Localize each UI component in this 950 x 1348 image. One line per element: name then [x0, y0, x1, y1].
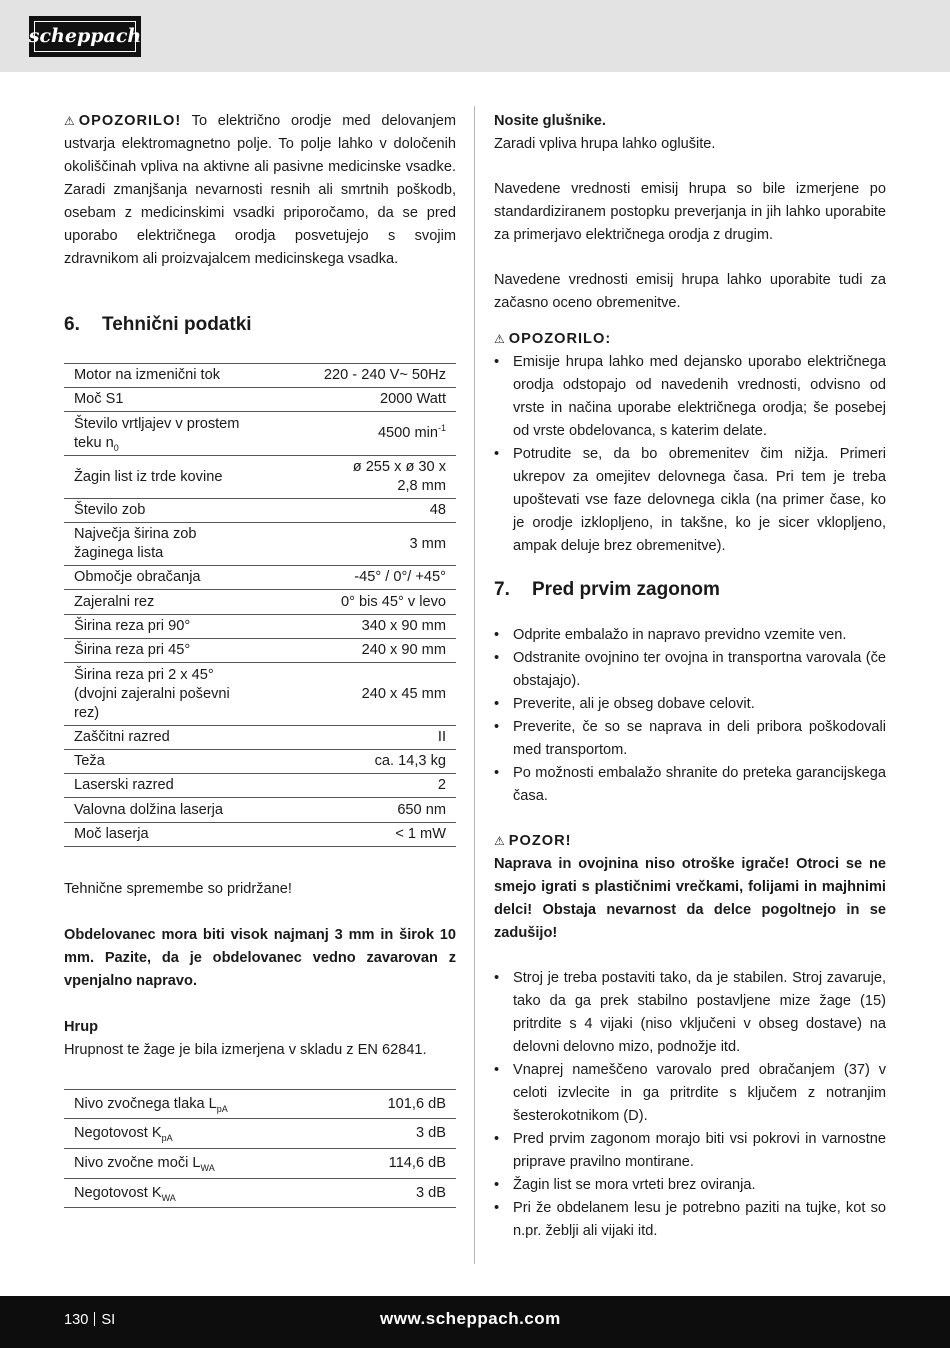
list-item: • Preverite, če so se naprava in deli pribora poškodovali med transportom.	[494, 716, 886, 762]
page-number: 130 SI	[64, 1312, 116, 1328]
table-row: Zajeralni rez 0° bis 45° v levo	[64, 590, 456, 615]
noise-warning-list	[494, 351, 886, 558]
list-item: • Pred prvim zagonom morajo biti vsi pokrovi in varnostne priprave pravilno montirane.	[494, 1128, 886, 1174]
list-item: • Odprite embalažo in napravo previdno vzemite ven.	[494, 624, 886, 647]
list-item: • Stroj je treba postaviti tako, da je stabilen. Stroj zavaruje, tako da ga prek stabilno postavljene mize žage (15) pritrdite s 4 vijaki (niso vključeni v obseg dostave) na delovni delovno mizo, podnožje itd.	[494, 967, 886, 1059]
table-row: Število zob 48	[64, 499, 456, 523]
page-header	[0, 0, 950, 72]
table-row: Negotovost $K_{WA}$ 3 dB	[64, 1179, 456, 1208]
table-row: Moč S1 2000 Watt	[64, 388, 456, 412]
setup-list	[494, 967, 886, 1243]
emf-warning: ⚠ OPOZORILO! To električno orodje med delovanjem ustvarja elektromagnetno polje. To polje lahko v določenih okoliščinah vpliva na aktivne ali pasivne medicinske vsadke. Zaradi zmanjšanja nevarnosti resnih ali smrtnih poškodb, osebam z medicinskimi vsadki priporočamo, da se pred uporabo električnega orodja posvetujejo s svojim zdravnikom ali proizvajalcem medicinskega vsadka.	[64, 110, 456, 294]
list-item: • Pri že obdelanem lesu je potrebno paziti na tujke, kot so n.pr. žeblji ali vijaki itd.	[494, 1197, 886, 1243]
ear-protection-heading: Nosite glušnike.	[494, 113, 606, 129]
table-row: Širina reza pri 2 x 45° (dvojni zajeralni poševni rez) 240 x 45 mm	[64, 663, 456, 726]
table-row: Največja širina zob žaginega lista 3 mm	[64, 523, 456, 566]
list-item: • Žagin list se mora vrteti brez oviranja.	[494, 1174, 886, 1197]
section-6-heading: 6. Tehnični podatki	[64, 314, 252, 335]
table-row: Nivo zvočne moči $L_{WA}$ 114,6 dB	[64, 1149, 456, 1179]
list-item: • Preverite, ali je obseg dobave celovit.	[494, 693, 886, 716]
table-row: Valovna dolžina laserja 650 nm	[64, 798, 456, 823]
warning-triangle-icon: ⚠	[494, 332, 505, 346]
list-item: • Vnaprej nameščeno varovalo pred obračanjem (37) v celoti izvlecite in ga pritrdite s ključem z notranjim šesterokotnikom (D).	[494, 1059, 886, 1128]
scheppach-logo: scheppach	[29, 16, 141, 57]
table-row: Motor na izmenični tok 220 - 240 V~ 50Hz	[64, 364, 456, 388]
noise-warning-heading: ⚠ OPOZORILO:	[494, 328, 886, 351]
table-row: Število vrtljajev v prostem teku $n_0$ 4500 $\min^{-1}$	[64, 412, 456, 456]
ear-protection-text: Zaradi vpliva hrupa lahko oglušite.	[494, 136, 716, 152]
table-row: Laserski razred 2	[64, 774, 456, 798]
right-column	[494, 110, 886, 1243]
list-item: • Odstranite ovojnino ter ovojna in transportna varovala (če obstajajo).	[494, 647, 886, 693]
table-row: Širina reza pri 45° 240 x 90 mm	[64, 639, 456, 663]
table-row: Moč laserja < 1 mW	[64, 823, 456, 847]
warning-triangle-icon: ⚠	[494, 834, 505, 848]
workpiece-note: Obdelovanec mora biti visok najmanj 3 mm in širok 10 mm. Pazite, da je obdelovanec vedno zavarovan z vpenjalno napravo.	[64, 927, 456, 989]
list-item: • Emisije hrupa lahko med dejansko uporabo električnega orodja odstopajo od navedenih vrednosti, odvisno od vrste in načina uporabe električnega orodja; še posebej od vrste obdelovanca, s katerim delate.	[494, 351, 886, 443]
caution-text: Naprava in ovojnina niso otroške igrače! Otroci se ne smejo igrati s plastičnimi vrečkami, folijami in majhnimi delci! Obstaja nevarnost da delce pogoltnejo in se zadušijo!	[494, 856, 886, 941]
changes-note: Tehnične spremembe so pridržane!	[64, 881, 292, 897]
table-row: Nivo zvočnega tlaka $L_{pA}$ 101,6 dB	[64, 1090, 456, 1119]
noise-heading: Hrup	[64, 1019, 99, 1035]
column-divider	[474, 106, 475, 1264]
caution-heading: ⚠ POZOR!	[494, 830, 886, 853]
list-item: • Po možnosti embalažo shranite do preteka garancijskega časa.	[494, 762, 886, 808]
table-row: Žagin list iz trde kovine ø 255 x ø 30 x 2,8 mm	[64, 456, 456, 499]
website-url: www.scheppach.com	[380, 1309, 561, 1328]
noise-table	[64, 1089, 456, 1208]
table-row: Širina reza pri 90° 340 x 90 mm	[64, 615, 456, 639]
table-row: Negotovost $K_{pA}$ 3 dB	[64, 1119, 456, 1149]
table-row: Zaščitni razred II	[64, 726, 456, 750]
warning-triangle-icon: ⚠	[64, 114, 75, 128]
noise-emission-para: Navedene vrednosti emisij hrupa so bile izmerjene po standardiziranem postopku preverjanja in jih lahko uporabite za primerjavo električnega orodja z drugim.	[494, 181, 886, 243]
section-7-heading: 7. Pred prvim zagonom	[494, 579, 720, 600]
list-item: • Potrudite se, da bo obremenitev čim nižja. Primeri ukrepov za omejitev delovnega časa. Pri tem je treba upoštevati vse faze delovnega cikla (na primer čase, ko je orodje izklopljeno, in takšne, ko je sicer vklopljeno, ampak deluje brez obremenitve).	[494, 443, 886, 558]
spec-table	[64, 363, 456, 847]
table-row: Območje obračanja -45° / 0°/ +45°	[64, 566, 456, 590]
noise-text: Hrupnost te žage je bila izmerjena v skladu z EN 62841.	[64, 1042, 427, 1058]
noise-estimate-para: Navedene vrednosti emisij hrupa lahko uporabite tudi za začasno oceno obremenitve.	[494, 272, 886, 311]
left-column	[64, 110, 456, 1208]
page-footer	[0, 1296, 950, 1348]
first-start-list	[494, 624, 886, 808]
table-row: Teža ca. 14,3 kg	[64, 750, 456, 774]
